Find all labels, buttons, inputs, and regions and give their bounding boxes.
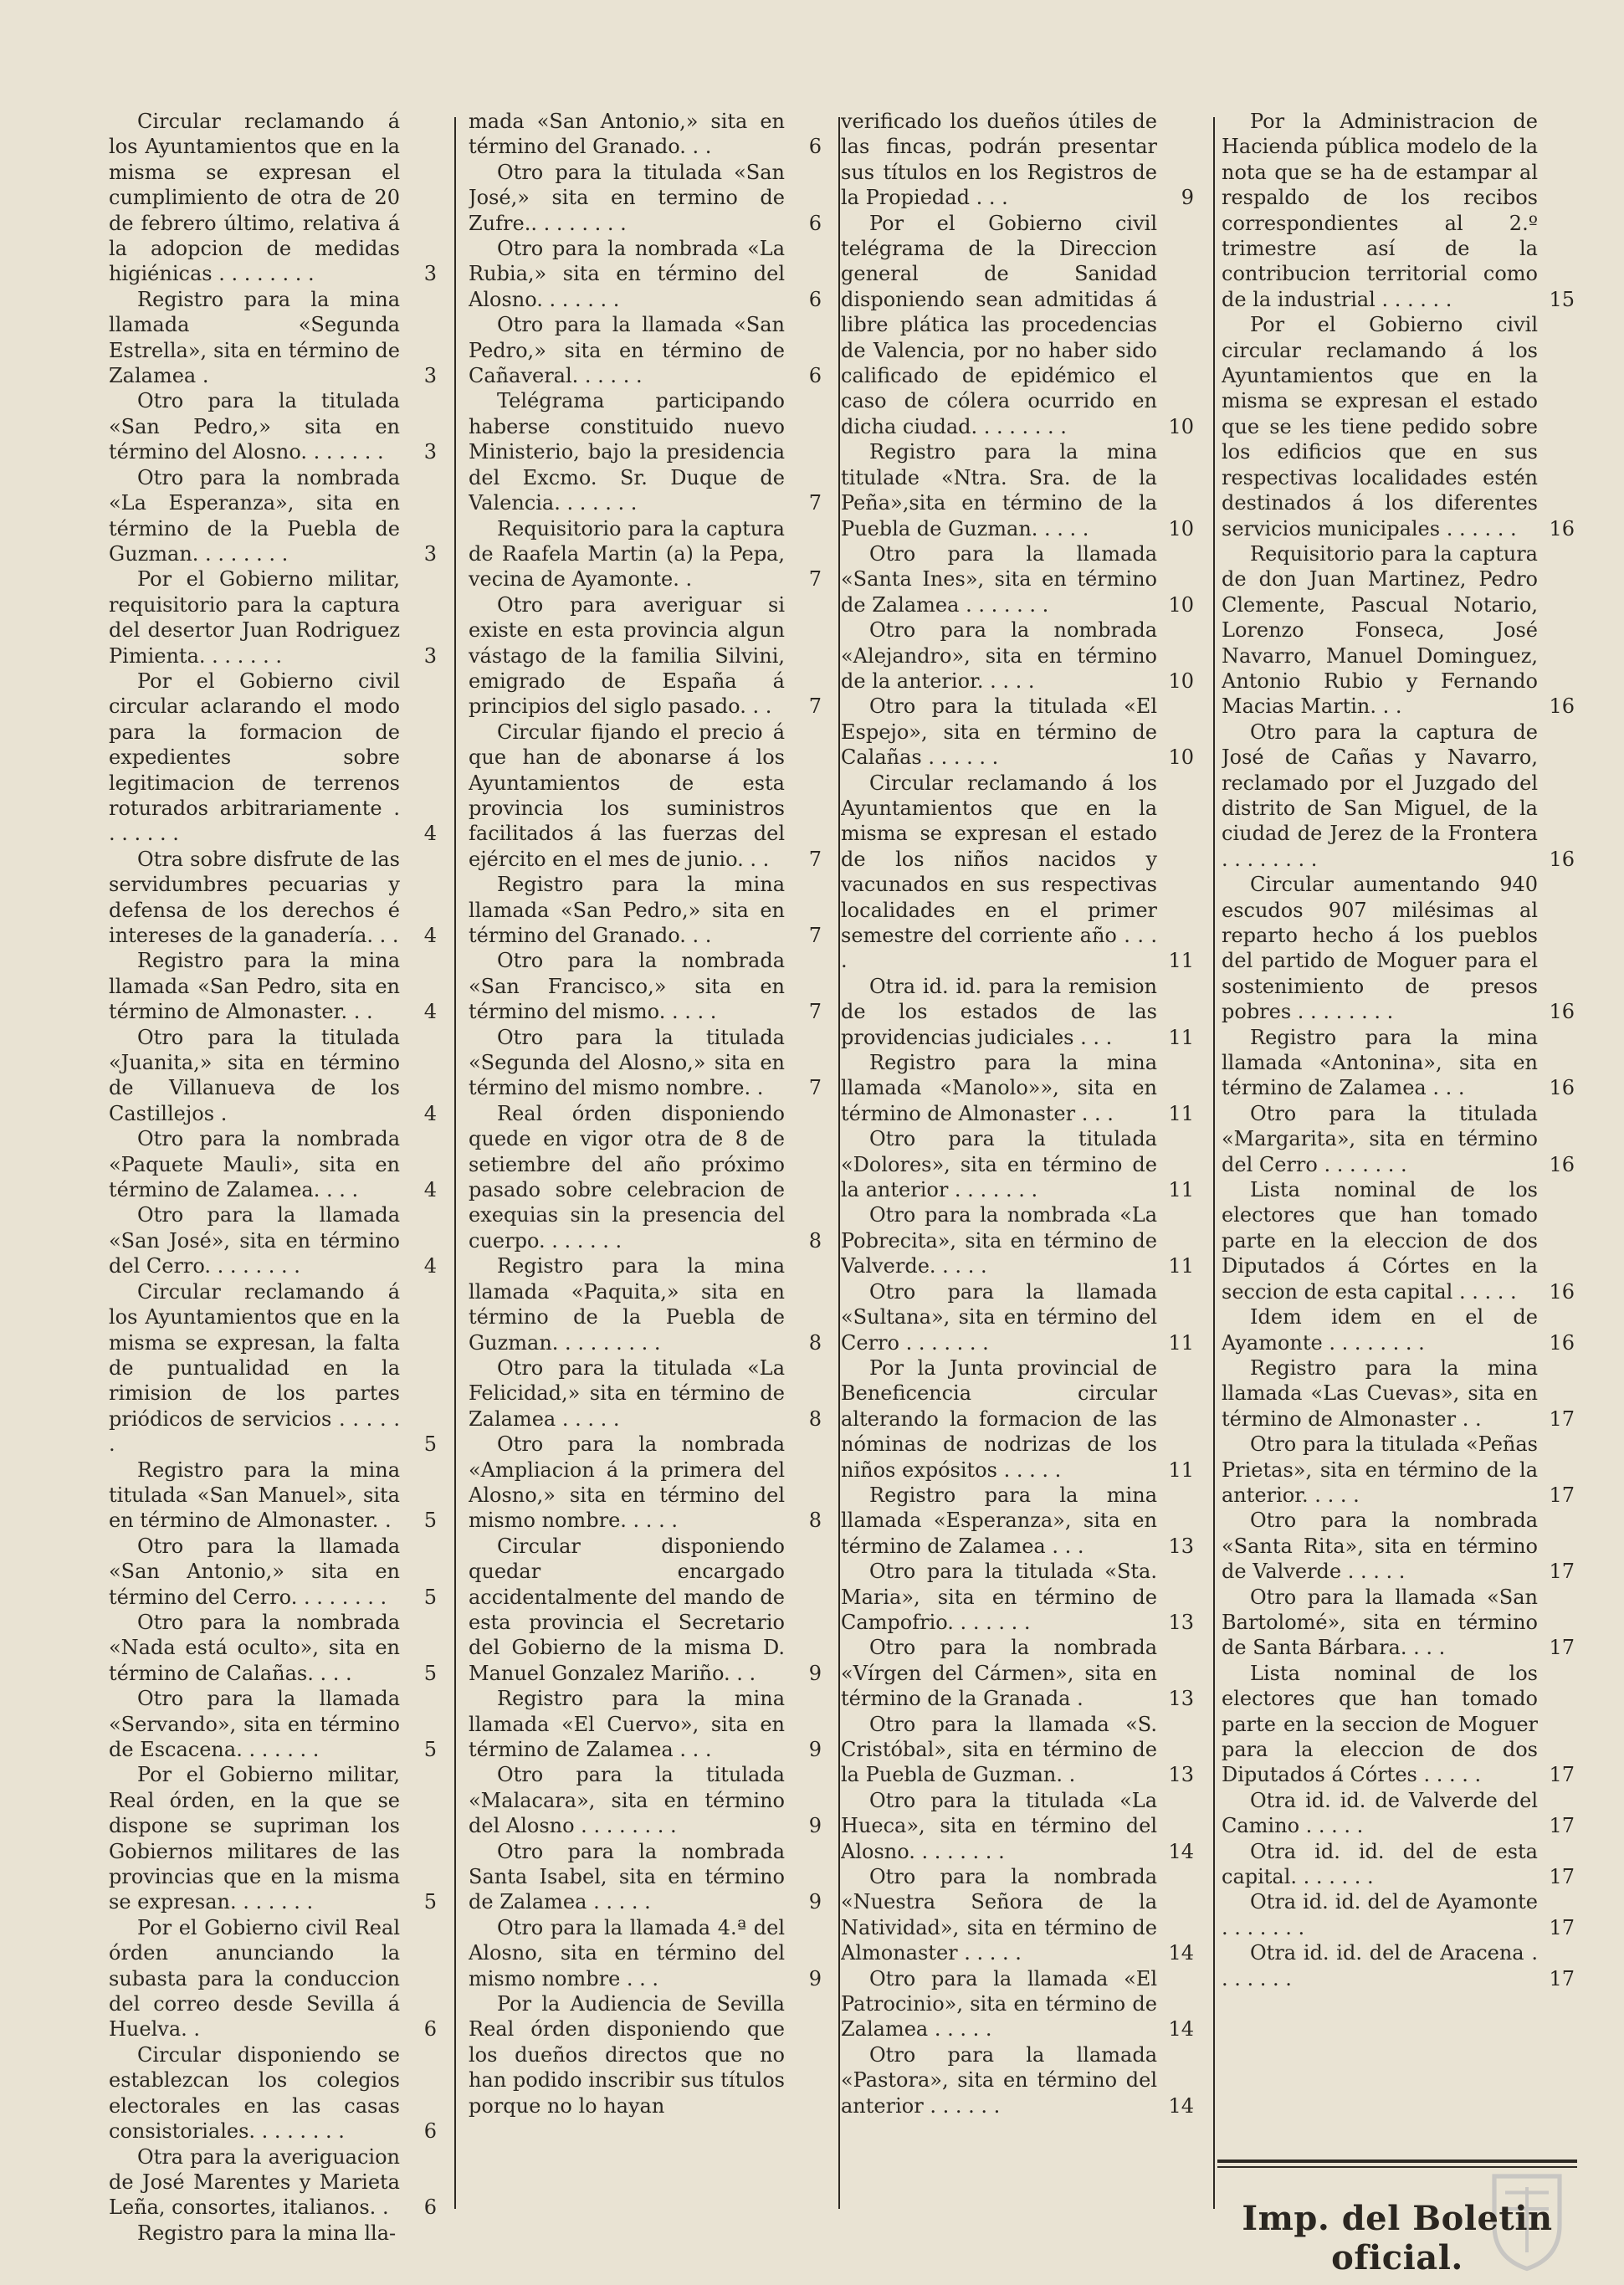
index-entry <box>469 1991 837 2118</box>
index-entry <box>1222 312 1590 541</box>
entry-text: Por el Gobierno civil circular reclamando á los Ayuntamientos que en la misma se expresan el estado que se les tiene pedido sobre los edificios que en sus respectivas localidades estén destinados á los diferentes servicios municipales . . . . . . <box>1222 313 1538 541</box>
index-entry <box>841 1202 1209 1278</box>
entry-page-number: 6 <box>808 211 822 235</box>
index-entry <box>841 1635 1209 1711</box>
index-entry <box>469 109 837 160</box>
entry-page-number: 8 <box>808 1406 822 1431</box>
entry-text: Telégrama participando haberse constituido nuevo Ministerio, bajo la presidencia del Excmo. Sr. Duque de Valencia. . . . . . . <box>469 389 785 515</box>
entry-text: Otro para la titulada «Peñas Prietas», sita en término de la anterior. . . . . <box>1222 1432 1538 1507</box>
index-entry <box>841 1483 1209 1559</box>
entry-text: Registro para la mina llamada «Manolo»», sita en término de Almonaster . . . <box>841 1051 1157 1125</box>
index-entry <box>841 1559 1209 1635</box>
entry-text: verificado los dueños útiles de las fincas, podrán presentar sus títulos en los Registros de la Propiedad . . . <box>841 110 1157 210</box>
index-column-3 <box>841 109 1209 2267</box>
entry-page-number: 9 <box>808 1890 822 1914</box>
entry-page-number: 3 <box>423 643 437 668</box>
index-entry <box>469 872 837 948</box>
entry-page-number: 17 <box>1549 1560 1575 1584</box>
entry-page-number: 7 <box>808 567 822 592</box>
column-divider <box>838 117 840 2209</box>
entry-text: Otro para la nombrada «Paquete Mauli», sita en término de Zalamea. . . . <box>109 1127 400 1202</box>
index-entry <box>109 1025 452 1127</box>
entry-page-number: 17 <box>1549 1483 1575 1507</box>
entry-text: Registro para la mina llamada «Las Cuevas», sita en término de Almonaster . . <box>1222 1355 1538 1431</box>
entry-page-number: 14 <box>1168 2017 1194 2042</box>
index-entry <box>469 948 837 1024</box>
index-entry <box>841 1279 1209 1355</box>
entry-page-number: 16 <box>1549 1279 1575 1304</box>
index-entry <box>841 694 1209 770</box>
entry-page-number: 4 <box>423 1254 437 1278</box>
index-entry <box>1222 872 1590 1024</box>
entry-page-number: 4 <box>423 822 437 846</box>
index-entry <box>1222 1025 1590 1101</box>
entry-page-number: 4 <box>423 1178 437 1202</box>
index-entry <box>109 109 452 287</box>
entry-text: Registro para la mina llamada «Esperanza», sita en término de Zalamea . . . <box>841 1483 1157 1558</box>
entry-text: Otra id. id. del de esta capital. . . . . . . <box>1222 1839 1538 1889</box>
entry-page-number: 17 <box>1549 1636 1575 1660</box>
entry-page-number: 3 <box>423 262 437 286</box>
footer-rule <box>1217 2159 1577 2163</box>
index-entry <box>1222 1940 1590 1991</box>
entry-text: Por el Gobierno civil Real órden anunciando la subasta para la conduccion del correo desde Sevilla á Huelva. . <box>109 1915 400 2042</box>
index-entry <box>1222 1788 1590 1839</box>
column-divider <box>1213 117 1215 2209</box>
index-entry <box>1222 1304 1590 1355</box>
index-entry <box>109 566 452 669</box>
index-entry <box>109 2144 452 2221</box>
index-entry <box>841 1966 1209 2042</box>
index-entry <box>841 1712 1209 1788</box>
entry-page-number: 9 <box>808 1661 822 1685</box>
index-entry <box>109 1915 452 2042</box>
entry-text: Otro para la nombrada «Nuestra Señora de la Natividad», sita en término de Almonaster . . . . . <box>841 1865 1157 1965</box>
entry-page-number: 17 <box>1549 1406 1575 1431</box>
entry-text: Idem idem en el de Ayamonte . . . . . . . . <box>1222 1305 1538 1355</box>
entry-page-number: 11 <box>1168 1254 1194 1278</box>
index-entry <box>1222 1839 1590 1890</box>
entry-page-number: 9 <box>1181 186 1194 210</box>
entry-text: Otro para la llamada 4.ª del Alosno, sita en término del mismo nombre . . . <box>469 1915 785 1990</box>
entry-page-number: 16 <box>1549 694 1575 719</box>
entry-text: Otro para la llamada «S. Cristóbal», sita en término de la Puebla de Guzman. . <box>841 1712 1157 1787</box>
entry-page-number: 7 <box>808 924 822 947</box>
entry-text: Otro para la nombrada «Nada está oculto», sita en término de Calañas. . . . <box>109 1610 400 1685</box>
entry-text: Por el Gobierno civil circular aclarando el modo para la formacion de expedientes sobre legitimacion de terrenos roturados arbitrariamente . . . . . . . <box>109 669 400 846</box>
entry-text: Otro para la nombrada Santa Isabel, sita en término de Zalamea . . . . . <box>469 1839 785 1914</box>
index-entry <box>841 771 1209 974</box>
entry-text: Registro para la mina llamada «El Cuervo», sita en término de Zalamea . . . <box>469 1687 785 1761</box>
index-entry <box>469 236 837 312</box>
index-entry <box>109 948 452 1024</box>
entry-page-number: 7 <box>808 1076 822 1100</box>
entry-text: Por la Audiencia de Sevilla Real órden disponiendo que los dueños directos que no han podido inscribir sus títulos porque no lo hayan <box>469 1992 785 2118</box>
index-entry <box>1222 1355 1590 1432</box>
entry-text: Registro para la mina llamada «Paquita,» sita en término de la Puebla de Guzman. . . . . . . . . <box>469 1254 785 1355</box>
index-entry <box>469 160 837 236</box>
entry-text: Por el Gobierno civil telégrama de la Direccion general de Sanidad disponiendo sean admitidas á libre plática las procedencias de Valencia, por no haber sido calificado de epidémico el caso de cólera ocurrido en dicha ciudad. . . . . . . . <box>841 211 1157 438</box>
entry-page-number: 3 <box>423 541 437 566</box>
entry-page-number: 14 <box>1168 2093 1194 2118</box>
entry-page-number: 13 <box>1168 1610 1194 1634</box>
entry-text: Otro para la nombrada «San Francisco,» sita en término del mismo. . . . . <box>469 949 785 1024</box>
entry-text: Circular reclamando á los Ayuntamientos que en la misma se expresan el estado de los niños nacidos y vacunados en sus respectivas localidades en el primer semestre del corriente año . . . . <box>841 771 1157 973</box>
index-entry <box>109 1686 452 1762</box>
entry-text: Otro para la titulada «Segunda del Alosno,» sita en término del mismo nombre. . <box>469 1025 785 1100</box>
entry-text: Otro para la titulada «San José,» sita en termino de Zufre.. . . . . . . . <box>469 160 785 235</box>
entry-text: Otro para la llamada «San Antonio,» sita en término del Cerro. . . . . . . . <box>109 1534 400 1609</box>
index-entry <box>841 974 1209 1050</box>
entry-page-number: 8 <box>808 1509 822 1533</box>
entry-page-number: 5 <box>423 1661 437 1685</box>
entry-page-number: 15 <box>1549 287 1575 311</box>
entry-text: Real órden disponiendo quede en vigor otra de 8 de setiembre del año próximo pasado sobre celebracion de exequias sin la presencia del cuerpo. . . . . . . <box>469 1101 785 1253</box>
index-column-4 <box>1222 109 1590 2267</box>
entry-page-number: 7 <box>808 694 822 719</box>
index-entry <box>841 1864 1209 1966</box>
entry-text: Registro para la mina llamada «Antonina», sita en término de Zalamea . . . <box>1222 1025 1538 1100</box>
entry-page-number: 6 <box>808 135 822 159</box>
index-entry <box>469 1355 837 1432</box>
entry-page-number: 11 <box>1168 1101 1194 1125</box>
entry-text: Por el Gobierno militar, requisitorio para la captura del desertor Juan Rodriguez Pimienta. . . . . . . <box>109 567 400 668</box>
index-entry <box>841 617 1209 694</box>
entry-page-number: 16 <box>1549 1152 1575 1176</box>
entry-page-number: 3 <box>423 440 437 464</box>
entry-page-number: 13 <box>1168 1763 1194 1787</box>
entry-text: Registro para la mina llamada «Segunda Estrella», sita en término de Zalamea . <box>109 287 400 388</box>
entry-page-number: 5 <box>423 1509 437 1533</box>
index-entry <box>469 312 837 388</box>
index-entry <box>469 1686 837 1762</box>
index-entry <box>469 592 837 720</box>
index-entry <box>109 465 452 567</box>
index-entry <box>841 1788 1209 1864</box>
entry-page-number: 11 <box>1168 1178 1194 1202</box>
entry-text: Otro para averiguar si existe en esta provincia algun vástago de la familia Silvini, emigrado de España á principios del siglo pasado. . . <box>469 592 785 719</box>
entry-page-number: 11 <box>1168 949 1194 973</box>
index-entry <box>109 847 452 949</box>
index-entry <box>109 287 452 389</box>
entry-text: Otro para la titulada «Malacara», sita en término del Alosno . . . . . . . . <box>469 1763 785 1838</box>
index-entry <box>109 1202 452 1278</box>
column-divider <box>454 117 456 2209</box>
entry-page-number: 14 <box>1168 1941 1194 1965</box>
entry-text: Requisitorio para la captura de don Juan Martinez, Pedro Clemente, Pascual Notario, Lorenzo Fonseca, José Navarro, Manuel Dominguez, Antonio Rubio y Fernando Macias Martin. . . <box>1222 541 1538 719</box>
index-entry <box>469 516 837 592</box>
entry-text: Registro para la mina llamada «San Pedro,» sita en término del Granado. . . <box>469 873 785 947</box>
entry-text: Otro para la nombrada «Ampliacion á la primera del Alosno,» sita en término del mismo nombre. . . . . <box>469 1432 785 1533</box>
entry-text: Registro para la mina llamada «San Pedro, sita en término de Almonaster. . . <box>109 949 400 1024</box>
entry-text: Otro para la llamada «Pastora», sita en término del anterior . . . . . . <box>841 2042 1157 2118</box>
entry-page-number: 7 <box>808 491 822 515</box>
entry-text: Otro para la titulada «Juanita,» sita en término de Villanueva de los Castillejos . <box>109 1025 400 1125</box>
index-entry <box>109 1458 452 1534</box>
entry-text: Registro para la mina titulada «San Manuel», sita en término de Almonaster. . <box>109 1458 400 1533</box>
entry-page-number: 5 <box>423 1738 437 1761</box>
index-entry <box>841 541 1209 617</box>
index-entry <box>109 1126 452 1202</box>
entry-page-number: 4 <box>423 924 437 947</box>
entry-page-number: 5 <box>423 1585 437 1609</box>
entry-page-number: 14 <box>1168 1839 1194 1863</box>
entry-text: Requisitorio para la captura de Raafela Martin (a) la Pepa, vecina de Ayamonte. . <box>469 516 785 592</box>
entry-page-number: 11 <box>1168 1458 1194 1482</box>
entry-page-number: 6 <box>808 364 822 388</box>
index-entry <box>469 1101 837 1253</box>
entry-text: Otro para la titulada «Sta. Maria», sita en término de Campofrio. . . . . . . <box>841 1560 1157 1634</box>
entry-text: Otro para la llamada «Servando», sita en término de Escacena. . . . . . . <box>109 1687 400 1761</box>
entry-text: Otra id. id. de Valverde del Camino . . . . . <box>1222 1788 1538 1838</box>
entry-page-number: 8 <box>808 1228 822 1253</box>
entry-text: Otro para la titulada «Dolores», sita en término de la anterior . . . . . . . <box>841 1127 1157 1202</box>
index-entry <box>109 1534 452 1610</box>
entry-page-number: 17 <box>1549 1966 1575 1990</box>
entry-page-number: 10 <box>1168 592 1194 617</box>
index-entry <box>109 1762 452 1914</box>
entry-text: Otro para la titulada «San Pedro,» sita en término del Alosno. . . . . . . <box>109 389 400 464</box>
entry-text: Otro para la titulada «Margarita», sita en término del Cerro . . . . . . . <box>1222 1101 1538 1176</box>
index-entry <box>469 388 837 515</box>
entry-page-number: 17 <box>1549 1814 1575 1838</box>
entry-text: Otro para la llamada «Santa Ines», sita en término de Zalamea . . . . . . . <box>841 541 1157 617</box>
entry-page-number: 11 <box>1168 1025 1194 1049</box>
index-column-1 <box>109 109 452 2267</box>
entry-text: Por la Administracion de Hacienda pública modelo de la nota que se ha de estampar al respaldo de los recibos correspondientes al 2.º trimestre así de la contribucion territorial como de la industrial . . . . . . <box>1222 110 1538 311</box>
index-entry <box>469 1915 837 1991</box>
index-entry <box>109 2221 452 2246</box>
index-entry <box>1222 541 1590 720</box>
entry-page-number: 13 <box>1168 1534 1194 1558</box>
entry-text: Otra id. id. del de Aracena . . . . . . . <box>1222 1941 1538 1990</box>
entry-text: Otro para la titulada «El Espejo», sita en término de Calañas . . . . . . <box>841 694 1157 770</box>
entry-text: mada «San Antonio,» sita en término del Granado. . . <box>469 110 785 159</box>
entry-text: Por la Junta provincial de Beneficencia circular alterando la formacion de las nóminas de nodrizas de los niños expósitos . . . . . <box>841 1355 1157 1482</box>
entry-text: Otra para la averiguacion de José Marentes y Marieta Leña, consortes, italianos. . <box>109 2144 400 2220</box>
entry-page-number: 17 <box>1549 1763 1575 1787</box>
entry-text: Otra id. id. del de Ayamonte . . . . . . . <box>1222 1890 1538 1939</box>
entry-text: Registro para la mina titulade «Ntra. Sra. de la Peña»,sita en término de la Puebla de Guzman. . . . . <box>841 440 1157 541</box>
entry-page-number: 6 <box>423 2017 437 2042</box>
entry-page-number: 7 <box>808 1000 822 1024</box>
entry-text: Circular reclamando á los Ayuntamientos que en la misma se expresan, la falta de puntualidad en la rimision de los partes priódicos de servicios . . . . . . <box>109 1279 400 1457</box>
entry-page-number: 4 <box>423 1101 437 1125</box>
entry-text: Otro para la llamada «San José», sita en término del Cerro. . . . . . . . <box>109 1203 400 1278</box>
index-entry <box>109 1279 452 1458</box>
entry-page-number: 10 <box>1168 516 1194 541</box>
entry-text: Otro para la llamada «El Patrocinio», sita en término de Zalamea . . . . . <box>841 1966 1157 2042</box>
entry-text: Lista nominal de los electores que han tomado parte en la seccion de Moguer para la eleccion de dos Diputados á Córtes . . . . . <box>1222 1661 1538 1787</box>
entry-page-number: 16 <box>1549 1076 1575 1100</box>
entry-text: Circular reclamando á los Ayuntamientos que en la misma se expresan el cumplimiento de otra de 20 de febrero último, relativa á la adopcion de medidas higiénicas . . . . . . . . <box>109 110 400 286</box>
printer-imprint: Imp. del Boletin oficial. <box>1242 2199 1553 2277</box>
index-entry <box>109 2042 452 2144</box>
entry-page-number: 9 <box>808 1738 822 1761</box>
index-entry <box>1222 1432 1590 1508</box>
entry-text: Otro para la titulada «La Hueca», sita en término del Alosno. . . . . . . . <box>841 1788 1157 1863</box>
index-entry <box>841 211 1209 440</box>
entry-text: Otro para la titulada «La Felicidad,» sita en término de Zalamea . . . . . <box>469 1355 785 1431</box>
entry-text: Registro para la mina lla- <box>137 2221 397 2245</box>
entry-page-number: 5 <box>423 1890 437 1914</box>
entry-page-number: 17 <box>1549 1865 1575 1889</box>
entry-page-number: 16 <box>1549 516 1575 541</box>
index-entry <box>469 1534 837 1686</box>
index-entry <box>841 1355 1209 1483</box>
entry-page-number: 16 <box>1549 847 1575 871</box>
entry-text: Lista nominal de los electores que han tomado parte en la eleccion de dos Diputados á Córtes en la seccion de esta capital . . . . . <box>1222 1178 1538 1304</box>
entry-page-number: 10 <box>1168 414 1194 438</box>
entry-page-number: 13 <box>1168 1687 1194 1711</box>
entry-page-number: 16 <box>1549 1000 1575 1024</box>
entry-page-number: 7 <box>808 847 822 871</box>
index-entry <box>109 669 452 847</box>
entry-page-number: 17 <box>1549 1915 1575 1939</box>
index-entry <box>469 1253 837 1355</box>
index-entry <box>469 720 837 872</box>
entry-page-number: 5 <box>423 1432 437 1457</box>
entry-text: Otra id. id. para la remision de los estados de las providencias judiciales . . . <box>841 974 1157 1049</box>
entry-text: Por el Gobierno militar, Real órden, en la que se dispone se supriman los Gobiernos militares de las provincias que en la misma se expresan. . . . . . . <box>109 1763 400 1914</box>
entry-page-number: 6 <box>808 287 822 311</box>
index-entry <box>1222 1508 1590 1584</box>
index-entry <box>1222 1661 1590 1788</box>
entry-text: Otro para la nombrada «La Rubia,» sita en término del Alosno. . . . . . . <box>469 237 785 311</box>
index-entry <box>841 109 1209 211</box>
entry-text: Circular disponiendo quedar encargado accidentalmente del mando de esta provincia el Secretario del Gobierno de la misma D. Manuel Gonzalez Mariño. . . <box>469 1534 785 1685</box>
entry-page-number: 16 <box>1549 1330 1575 1355</box>
entry-text: Otro para la nombrada «Alejandro», sita en término de la anterior. . . . . <box>841 618 1157 693</box>
index-entry <box>469 1025 837 1101</box>
entry-page-number: 8 <box>808 1330 822 1355</box>
entry-text: Otro para la nombrada «Vírgen del Cármen», sita en término de la Granada . <box>841 1636 1157 1711</box>
index-entry <box>109 388 452 464</box>
entry-text: Otro para la nombrada «Santa Rita», sita en término de Valverde . . . . . <box>1222 1509 1538 1584</box>
index-entry <box>1222 1585 1590 1661</box>
entry-text: Otro para la nombrada «La Esperanza», sita en término de la Puebla de Guzman. . . . . . . . <box>109 465 400 566</box>
entry-text: Otro para la llamada «Sultana», sita en término del Cerro . . . . . . . <box>841 1279 1157 1355</box>
entry-text: Otro para la llamada «San Bartolomé», sita en término de Santa Bárbara. . . . <box>1222 1585 1538 1660</box>
index-entry <box>1222 720 1590 872</box>
index-entry <box>841 2042 1209 2118</box>
entry-text: Otro para la captura de José de Cañas y Navarro, reclamado por el Juzgado del distrito de San Miguel, de la ciudad de Jerez de la Frontera . . . . . . . . <box>1222 720 1538 871</box>
index-entry <box>841 1050 1209 1126</box>
index-entry <box>841 1126 1209 1202</box>
index-entry <box>469 1762 837 1838</box>
entry-page-number: 3 <box>423 364 437 388</box>
entry-page-number: 9 <box>808 1814 822 1838</box>
index-entry <box>841 439 1209 541</box>
entry-page-number: 11 <box>1168 1330 1194 1355</box>
index-entry <box>1222 109 1590 312</box>
index-column-2 <box>469 109 837 2267</box>
index-entry <box>469 1432 837 1534</box>
entry-page-number: 6 <box>423 2195 437 2220</box>
entry-text: Otro para la nombrada «La Pobrecita», sita en término de Valverde. . . . . <box>841 1203 1157 1278</box>
index-entry <box>1222 1177 1590 1304</box>
entry-text: Circular fijando el precio á que han de abonarse á los Ayuntamientos de esta provincia los suministros facilitados á las fuerzas del ejército en el mes de junio. . . <box>469 720 785 871</box>
entry-page-number: 6 <box>423 2119 437 2144</box>
index-entry <box>109 1610 452 1686</box>
entry-text: Circular disponiendo se establezcan los colegios electorales en las casas consistoriales. . . . . . . . <box>109 2042 400 2144</box>
entry-text: Circular aumentando 940 escudos 907 milésimas al reparto hecho á los pueblos del partido de Moguer para el sostenimiento de presos pobres . . . . . . . . <box>1222 873 1538 1024</box>
index-entry <box>1222 1889 1590 1940</box>
index-entry <box>1222 1101 1590 1177</box>
index-entry <box>469 1839 837 1915</box>
entry-page-number: 10 <box>1168 745 1194 770</box>
entry-text: Otro para la llamada «San Pedro,» sita en término de Cañaveral. . . . . . <box>469 313 785 388</box>
entry-text: Otra sobre disfrute de las servidumbres pecuarias y defensa de los derechos é intereses de la ganadería. . . <box>109 847 400 947</box>
entry-page-number: 10 <box>1168 669 1194 693</box>
entry-page-number: 4 <box>423 1000 437 1024</box>
entry-page-number: 9 <box>808 1966 822 1990</box>
